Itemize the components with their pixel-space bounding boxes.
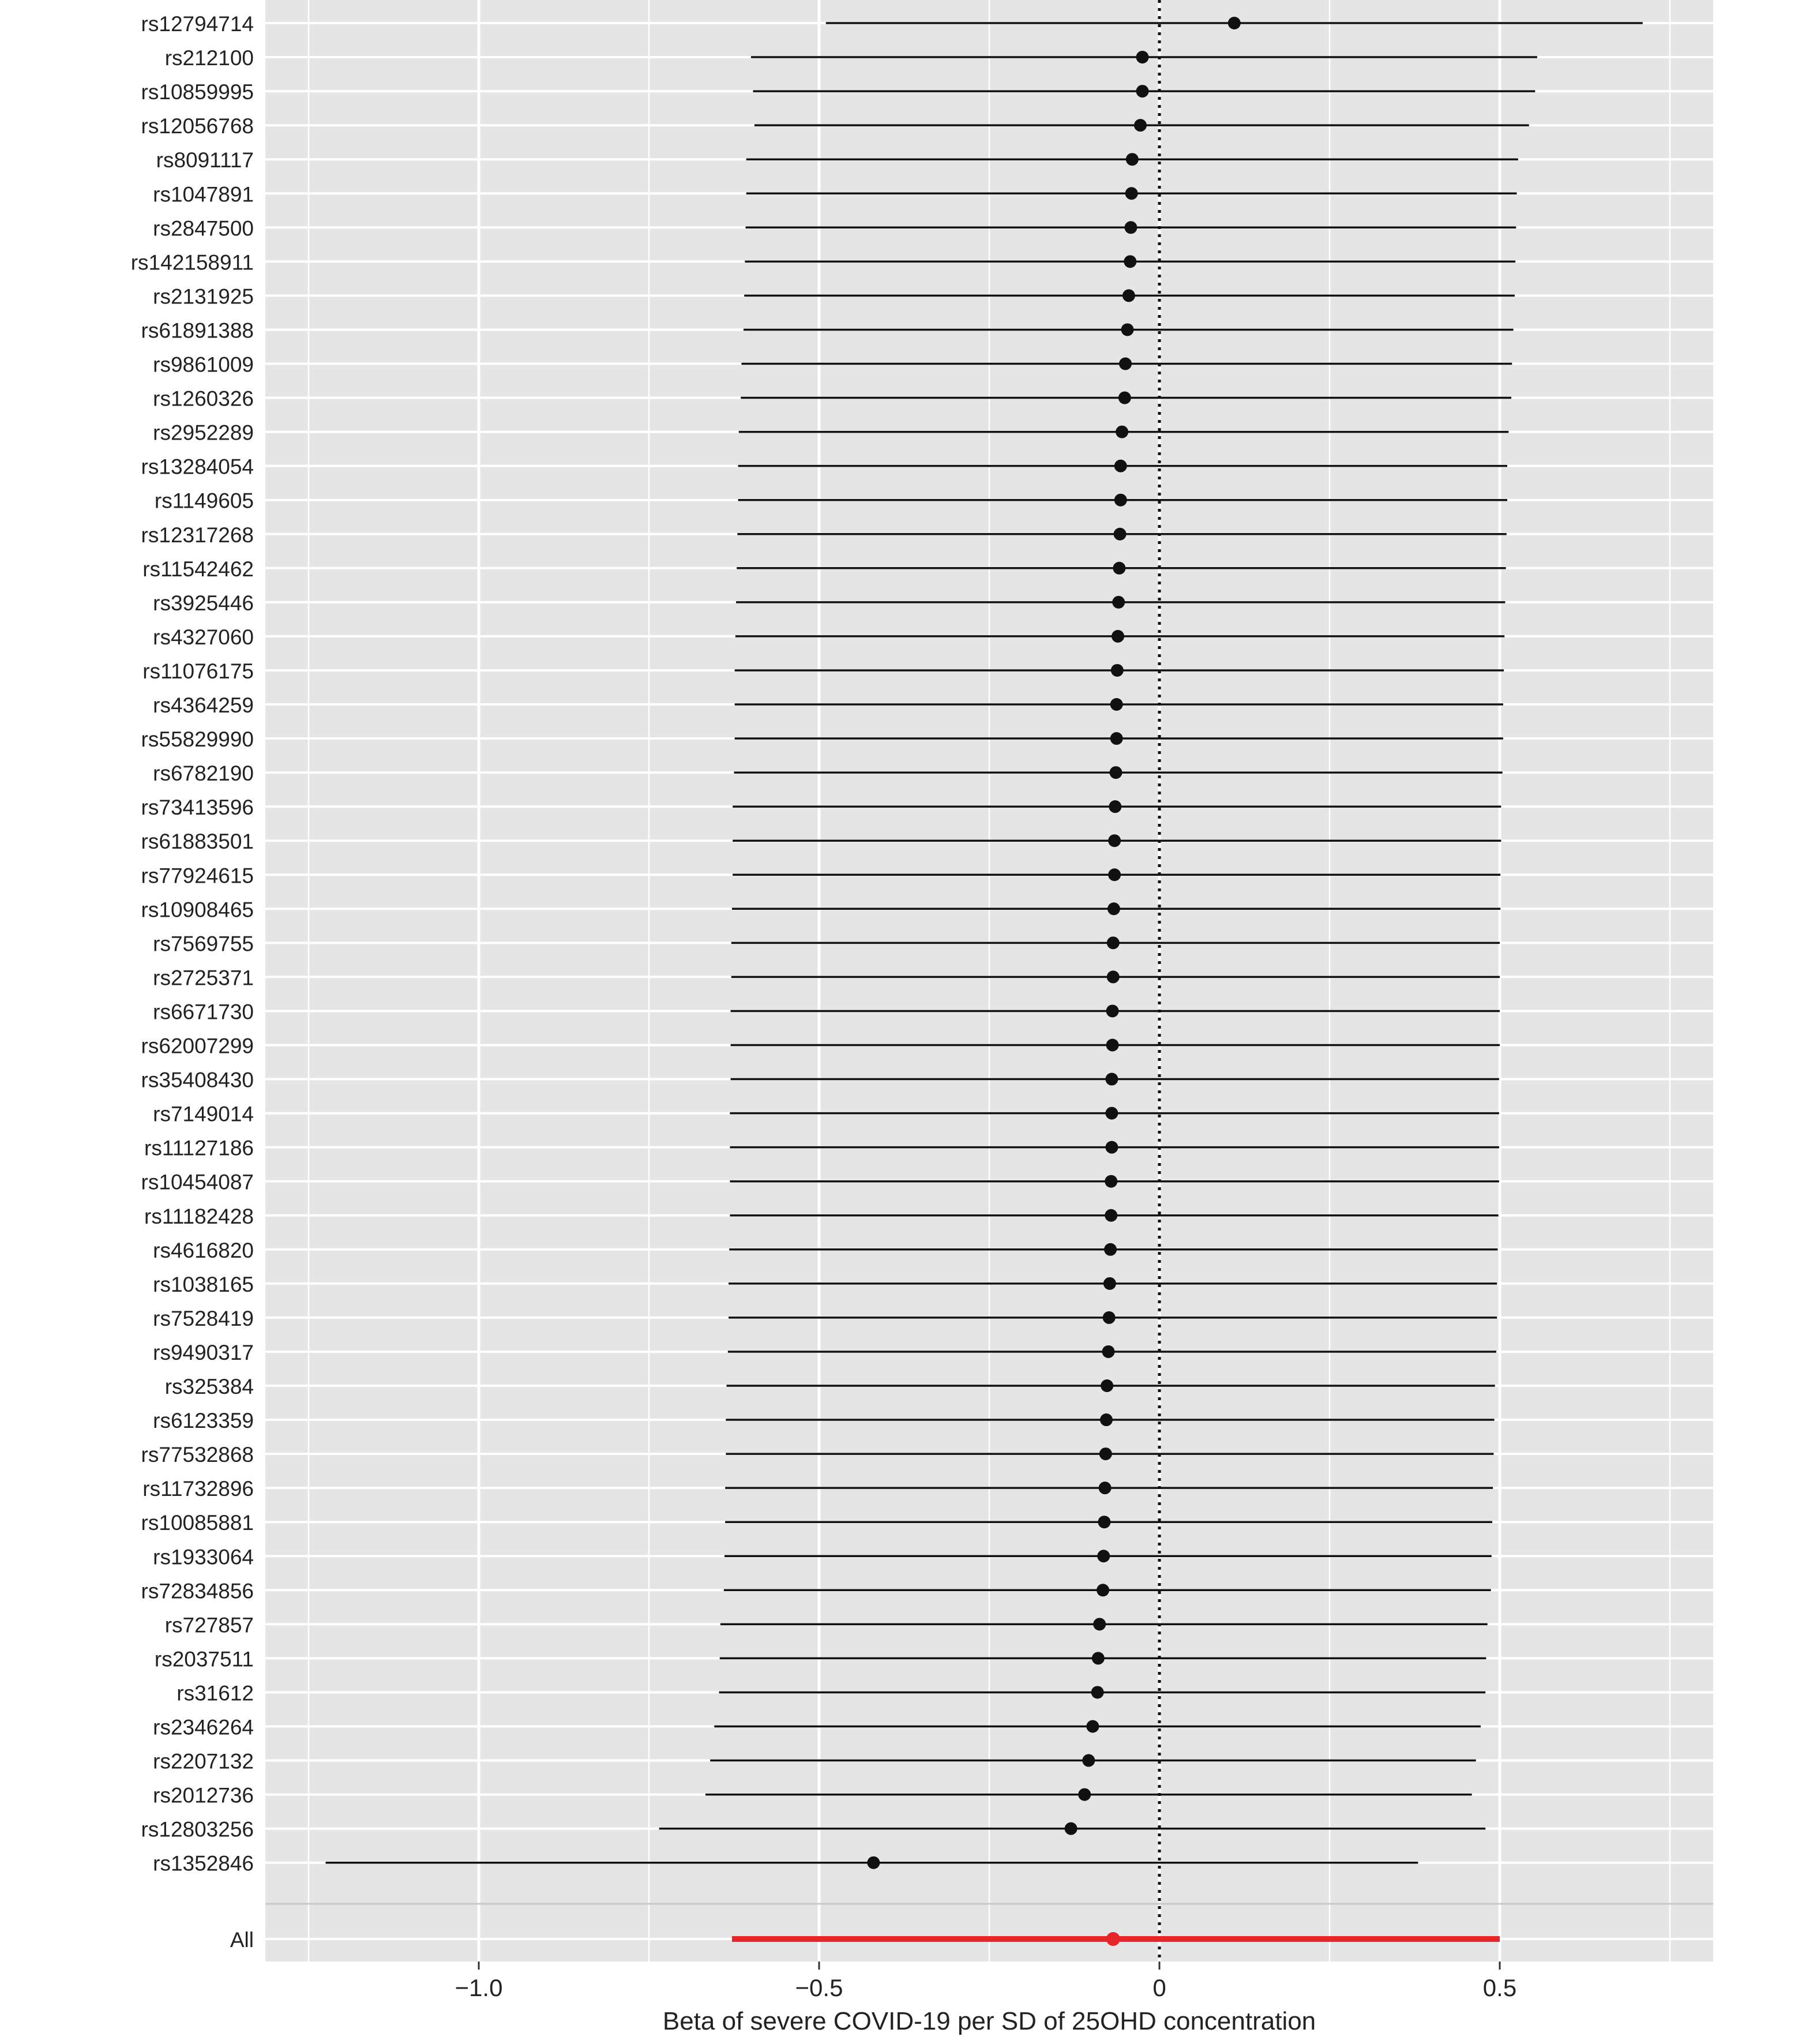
estimate-point	[1111, 664, 1124, 677]
estimate-point	[1106, 1039, 1119, 1052]
estimate-point	[1116, 426, 1128, 438]
estimate-point	[1136, 85, 1149, 97]
estimate-point	[1124, 255, 1136, 268]
estimate-point	[1114, 460, 1127, 472]
snp-label: rs1149605	[154, 489, 254, 513]
snp-label: rs10085881	[141, 1511, 254, 1535]
estimate-point	[1082, 1754, 1095, 1767]
snp-label: rs142158911	[130, 250, 254, 275]
snp-label: rs2207132	[153, 1749, 254, 1773]
estimate-point	[1114, 528, 1127, 541]
snp-label: rs13284054	[141, 455, 254, 479]
estimate-point	[1065, 1822, 1078, 1835]
snp-label: rs727857	[164, 1613, 254, 1637]
estimate-point	[1112, 596, 1125, 609]
estimate-point	[1110, 698, 1123, 711]
snp-label: rs6782190	[153, 762, 254, 786]
estimate-point	[1113, 562, 1125, 575]
snp-label: rs2847500	[153, 216, 254, 241]
estimate-point	[1108, 834, 1121, 847]
estimate-point	[1092, 1652, 1105, 1664]
estimate-point	[1228, 17, 1241, 29]
snp-label: rs11732896	[142, 1477, 254, 1501]
estimate-point	[1098, 1516, 1110, 1528]
estimate-point	[1104, 1243, 1117, 1256]
snp-label: rs61883501	[141, 830, 254, 854]
snp-label: rs55829990	[141, 727, 254, 752]
snp-label: rs325384	[164, 1375, 254, 1398]
snp-label: rs10454087	[141, 1170, 254, 1194]
estimate-point	[1119, 358, 1132, 370]
snp-label: rs11542462	[142, 557, 254, 581]
summary-label: All	[230, 1928, 254, 1952]
snp-label: rs11127186	[144, 1136, 254, 1160]
snp-label: rs2346264	[153, 1715, 254, 1739]
estimate-point	[1105, 1209, 1117, 1222]
snp-label: rs1933064	[153, 1545, 254, 1569]
estimate-point	[1099, 1447, 1112, 1460]
estimate-point	[1126, 153, 1139, 166]
snp-label: rs1047891	[153, 182, 254, 207]
snp-label: rs1260326	[153, 387, 254, 411]
estimate-point	[1105, 1141, 1118, 1154]
estimate-point	[1114, 494, 1127, 507]
estimate-point	[1109, 766, 1122, 779]
snp-label: rs12317268	[141, 523, 254, 547]
estimate-point	[1136, 51, 1149, 63]
snp-label: rs2131925	[153, 284, 254, 309]
snp-label: rs10859995	[141, 80, 254, 104]
snp-label: rs4616820	[153, 1238, 254, 1262]
snp-label: rs8091117	[156, 148, 254, 172]
estimate-point	[1105, 1073, 1118, 1086]
estimate-point	[1108, 902, 1120, 915]
snp-label: rs11182428	[144, 1204, 254, 1228]
estimate-point	[1110, 732, 1123, 745]
estimate-point	[1103, 1277, 1116, 1290]
estimate-point	[1106, 1004, 1119, 1017]
snp-label: rs4364259	[153, 693, 254, 717]
estimate-point	[1097, 1550, 1110, 1562]
estimate-point	[1102, 1345, 1115, 1358]
snp-label: rs61891388	[141, 318, 254, 343]
estimate-point	[1134, 119, 1147, 132]
estimate-point	[1086, 1720, 1099, 1733]
snp-label: rs9490317	[153, 1340, 254, 1364]
estimate-point	[1100, 1413, 1113, 1426]
snp-label: rs7149014	[153, 1102, 254, 1126]
snp-label: rs212100	[164, 46, 254, 70]
snp-label: rs77924615	[141, 864, 254, 888]
estimate-point	[1107, 936, 1120, 949]
snp-label: rs1352846	[153, 1851, 254, 1876]
estimate-point	[1107, 970, 1120, 983]
snp-label: rs62007299	[141, 1034, 254, 1058]
snp-label: rs9861009	[153, 352, 254, 377]
snp-label: rs2037511	[154, 1647, 254, 1671]
estimate-point	[1125, 187, 1138, 200]
snp-label: rs72834856	[141, 1579, 254, 1603]
estimate-point	[1093, 1618, 1106, 1630]
x-tick-label: 0.5	[1482, 1974, 1517, 2001]
estimate-point	[1078, 1788, 1091, 1801]
snp-label: rs73413596	[141, 796, 254, 820]
estimate-point	[1108, 868, 1121, 881]
snp-label: rs1038165	[153, 1272, 254, 1296]
snp-label: rs7569755	[153, 932, 254, 956]
summary-estimate-point	[1106, 1932, 1120, 1946]
snp-label: rs12794714	[141, 12, 254, 36]
estimate-point	[1103, 1311, 1116, 1324]
estimate-point	[1118, 392, 1131, 404]
snp-label: rs31612	[177, 1681, 254, 1705]
estimate-point	[1109, 800, 1121, 813]
snp-label: rs77532868	[141, 1443, 254, 1467]
snp-label: rs35408430	[141, 1068, 254, 1092]
estimate-point	[1123, 289, 1135, 302]
snp-label: rs2012736	[153, 1783, 254, 1807]
snp-label: rs2952289	[153, 421, 254, 445]
x-tick-label: −1.0	[455, 1974, 503, 2001]
estimate-point	[1124, 221, 1137, 234]
estimate-point	[1099, 1482, 1112, 1494]
estimate-point	[1097, 1584, 1109, 1596]
snp-label: rs6671730	[153, 1000, 254, 1024]
estimate-point	[1101, 1379, 1113, 1392]
snp-label: rs6123359	[153, 1409, 254, 1433]
snp-label: rs10908465	[141, 898, 254, 922]
snp-label: rs11076175	[142, 659, 254, 683]
estimate-point	[1105, 1175, 1117, 1188]
estimate-point	[1121, 323, 1134, 336]
estimate-point	[1091, 1686, 1104, 1698]
snp-label: rs3925446	[153, 591, 254, 615]
estimate-point	[1105, 1107, 1118, 1120]
snp-label: rs2725371	[153, 966, 254, 990]
x-tick-label: −0.5	[795, 1974, 843, 2001]
x-tick-label: 0	[1152, 1974, 1166, 2001]
snp-label: rs12803256	[141, 1817, 254, 1842]
estimate-point	[867, 1857, 880, 1869]
snp-label: rs4327060	[153, 625, 254, 649]
snp-label: rs12056768	[141, 114, 254, 138]
x-axis-title: Beta of severe COVID-19 per SD of 25OHD concentration	[662, 2007, 1316, 2035]
snp-label: rs7528419	[153, 1306, 254, 1330]
estimate-point	[1112, 630, 1124, 643]
